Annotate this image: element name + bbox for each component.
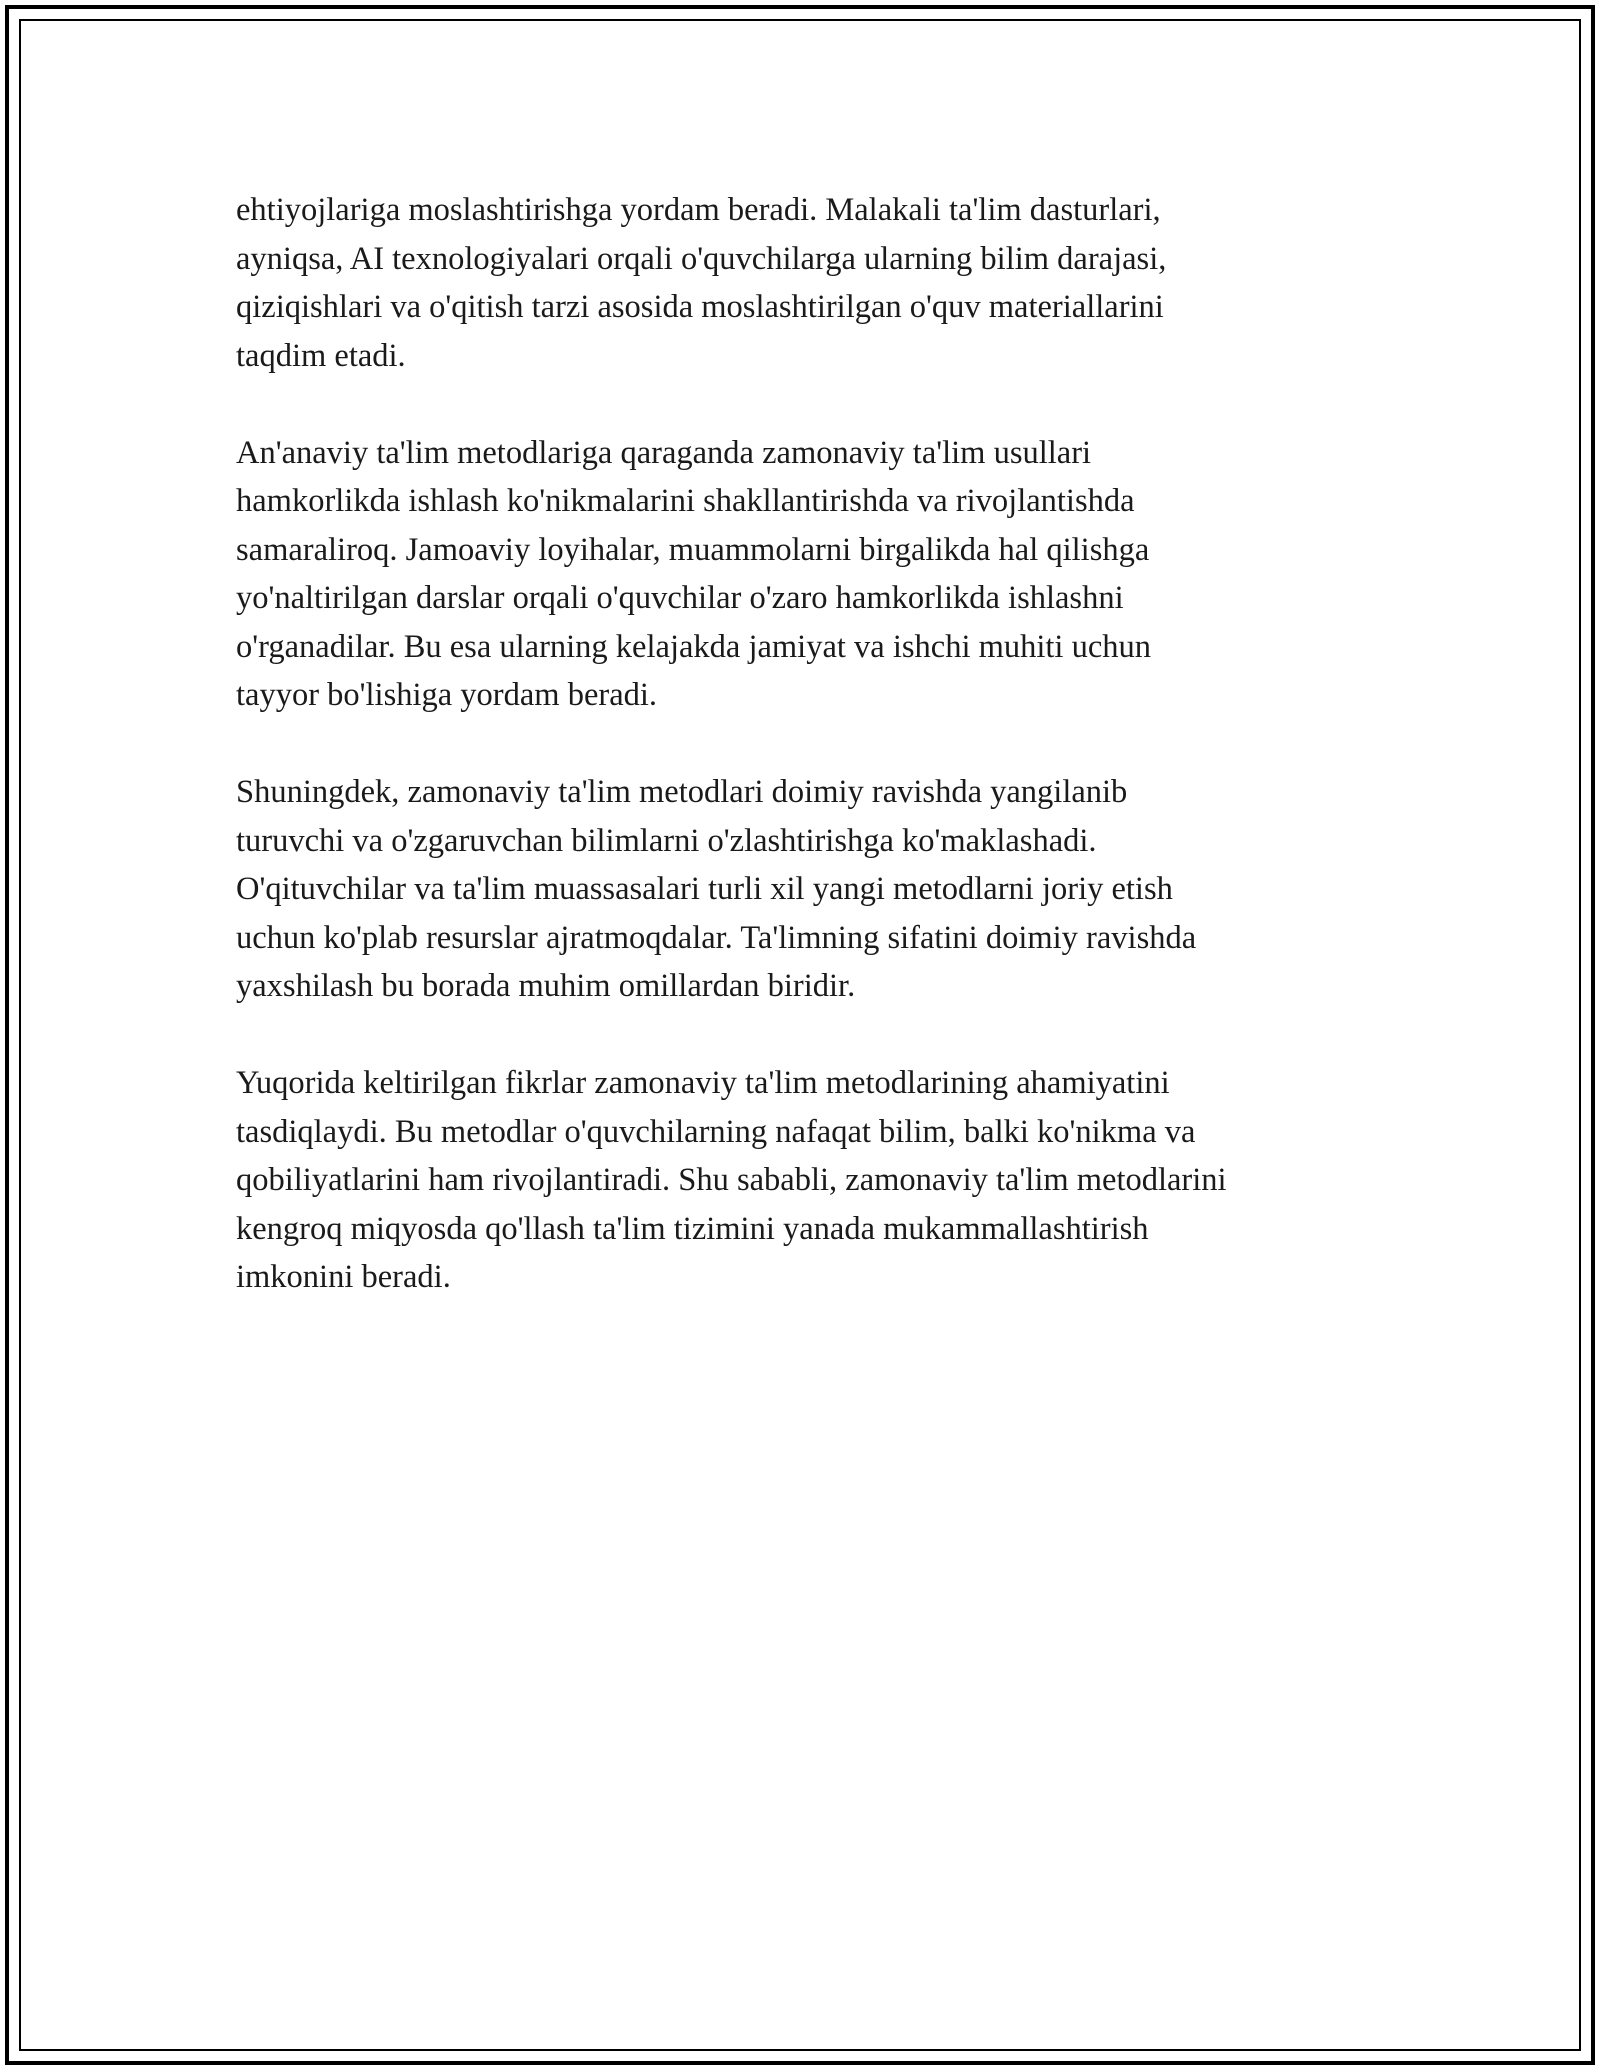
text-line: turuvchi va o'zgaruvchan bilimlarni o'zlashtirishga ko'maklashadi. bbox=[236, 822, 1097, 859]
text-line: Yuqorida keltirilgan fikrlar zamonaviy ta'lim metodlarining ahamiyatini bbox=[236, 1065, 1170, 1101]
text-line: O'qituvchilar va ta'lim muassasalari turli xil yangi metodlarni joriy etish bbox=[236, 871, 1173, 907]
text-line: Shuningdek, zamonaviy ta'lim metodlari doimiy ravishda yangilanib bbox=[236, 774, 1128, 810]
text-line: uchun ko'plab resurslar ajratmoqdalar. Ta'limning sifatini doimiy ravishda bbox=[236, 919, 1197, 956]
paragraph-4 bbox=[236, 1059, 1376, 1302]
text-line: qiziqishlari va o'qitish tarzi asosida moslashtirilgan o'quv materiallarini bbox=[236, 289, 1164, 325]
text-line: samaraliroq. Jamoaviy loyihalar, muammolarni birgalikda hal qilishga bbox=[236, 531, 1150, 568]
text-line: taqdim etadi. bbox=[236, 337, 406, 374]
text-line: yaxshilash bu borada muhim omillardan biridir. bbox=[236, 968, 856, 1004]
document-body bbox=[236, 186, 1376, 1350]
text-line: tayyor bo'lishiga yordam beradi. bbox=[236, 677, 658, 713]
text-line: qobiliyatlarini ham rivojlantiradi. Shu sababli, zamonaviy ta'lim metodlarini bbox=[236, 1162, 1227, 1198]
text-line: imkonini beradi. bbox=[236, 1259, 451, 1295]
text-line: o'rganadilar. Bu esa ularning kelajakda jamiyat va ishchi muhiti uchun bbox=[236, 628, 1152, 665]
text-line: tasdiqlaydi. Bu metodlar o'quvchilarning nafaqat bilim, balki ko'nikma va bbox=[236, 1113, 1196, 1150]
text-line: ehtiyojlariga moslashtirishga yordam beradi. Malakali ta'lim dasturlari, bbox=[236, 192, 1161, 228]
paragraph-1 bbox=[236, 186, 1376, 380]
text-line: ayniqsa, AI texnologiyalari orqali o'quvchilarga ularning bilim darajasi, bbox=[236, 240, 1167, 277]
paragraph-2 bbox=[236, 429, 1376, 720]
text-line: kengroq miqyosda qo'llash ta'lim tizimini yanada mukammallashtirish bbox=[236, 1210, 1149, 1247]
paragraph-3 bbox=[236, 768, 1376, 1011]
text-line: yo'naltirilgan darslar orqali o'quvchilar o'zaro hamkorlikda ishlashni bbox=[236, 580, 1124, 616]
text-line: An'anaviy ta'lim metodlariga qaraganda zamonaviy ta'lim usullari bbox=[236, 434, 1092, 471]
text-line: hamkorlikda ishlash ko'nikmalarini shakllantirishda va rivojlantishda bbox=[236, 483, 1135, 519]
